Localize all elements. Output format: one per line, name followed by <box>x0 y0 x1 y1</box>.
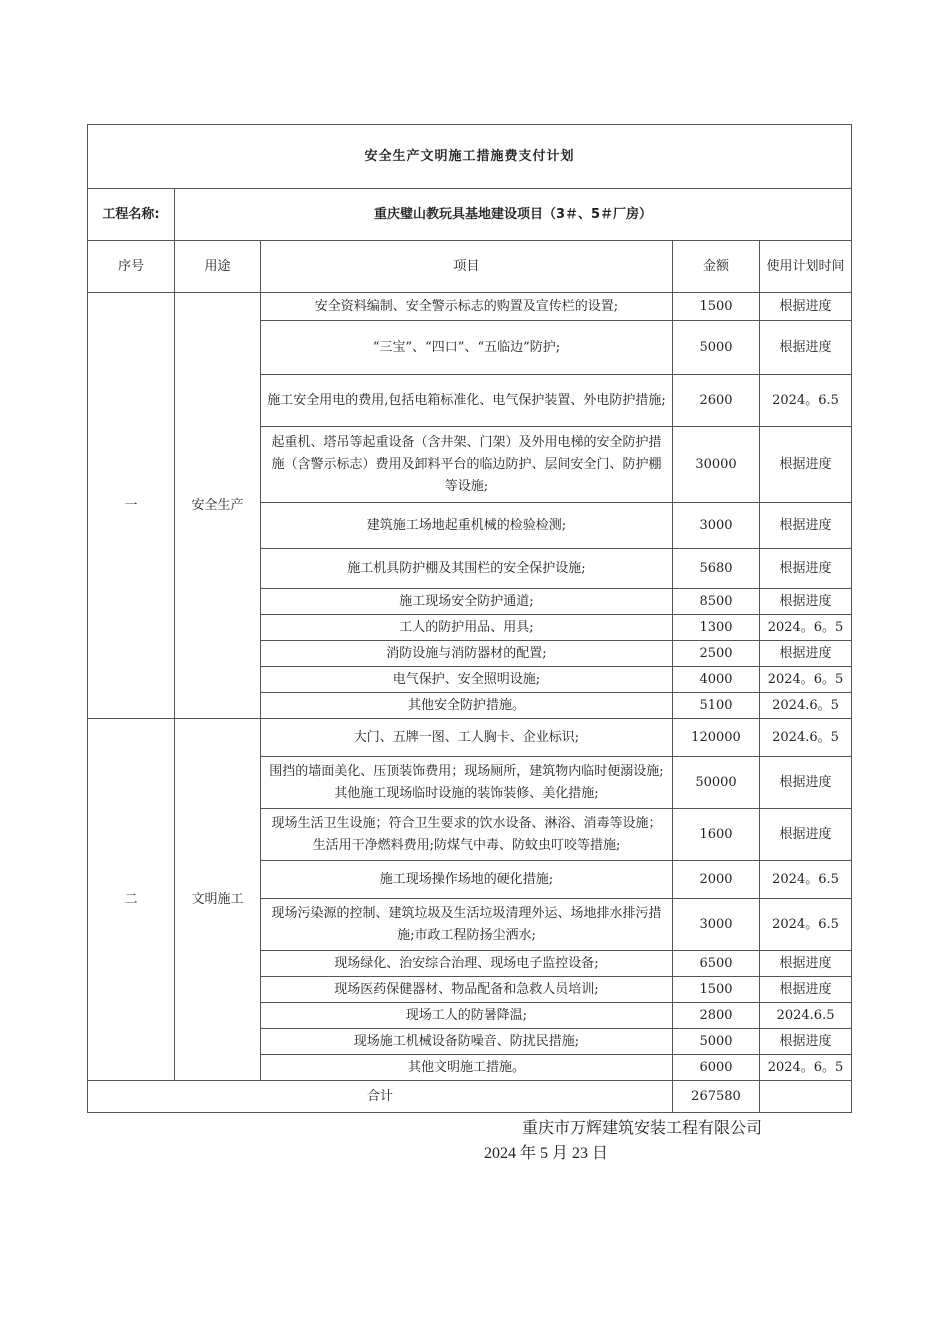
document-title: 安全生产文明施工措施费支付计划 <box>88 125 852 189</box>
item-time: 2024。6.5 <box>760 899 852 951</box>
item-description: 大门、五牌一图、工人胸卡、企业标识; <box>261 719 673 757</box>
item-amount: 1300 <box>673 615 760 641</box>
header-item: 项目 <box>261 241 673 293</box>
item-time: 2024。6。5 <box>760 615 852 641</box>
project-name-label: 工程名称: <box>88 189 175 241</box>
item-description: 现场医药保健器材、物品配备和急救人员培训; <box>261 977 673 1003</box>
item-time: 根据进度 <box>760 757 852 809</box>
total-time <box>760 1081 852 1113</box>
item-time: 2024。6.5 <box>760 861 852 899</box>
item-description: 其他安全防护措施。 <box>261 693 673 719</box>
item-description: 施工安全用电的费用,包括电箱标准化、电气保护装置、外电防护措施; <box>261 375 673 427</box>
item-description: 施工现场操作场地的硬化措施; <box>261 861 673 899</box>
item-description: 围挡的墙面美化、压顶装饰费用；现场厕所，建筑物内临时便溺设施;其他施工现场临时设施的装饰装修、美化措施; <box>261 757 673 809</box>
item-description: 消防设施与消防器材的配置; <box>261 641 673 667</box>
header-no: 序号 <box>88 241 175 293</box>
payment-plan-table <box>87 124 852 1113</box>
item-time: 根据进度 <box>760 589 852 615</box>
item-time: 根据进度 <box>760 321 852 375</box>
item-description: 起重机、塔吊等起重设备（含井架、门架）及外用电梯的安全防护措施（含警示标志）费用及卸料平台的临边防护、层间安全门、防护棚等设施; <box>261 427 673 503</box>
item-amount: 1600 <box>673 809 760 861</box>
item-time: 2024.6。5 <box>760 693 852 719</box>
item-description: 施工现场安全防护通道; <box>261 589 673 615</box>
item-description: 工人的防护用品、用具; <box>261 615 673 641</box>
item-time: 2024。6。5 <box>760 1055 852 1081</box>
total-row <box>88 1081 852 1113</box>
item-time: 根据进度 <box>760 951 852 977</box>
item-amount: 1500 <box>673 293 760 321</box>
item-time: 根据进度 <box>760 641 852 667</box>
item-description: 施工机具防护棚及其围栏的安全保护设施; <box>261 549 673 589</box>
item-description: “三宝”、“四口”、“五临边”防护; <box>261 321 673 375</box>
item-amount: 30000 <box>673 427 760 503</box>
item-time: 2024。6.5 <box>760 375 852 427</box>
total-label: 合计 <box>88 1081 673 1113</box>
item-description: 现场工人的防暑降温; <box>261 1003 673 1029</box>
section-number: 二 <box>88 719 175 1081</box>
item-time: 根据进度 <box>760 1029 852 1055</box>
header-row <box>88 241 852 293</box>
item-time: 根据进度 <box>760 977 852 1003</box>
section-use: 文明施工 <box>175 719 261 1081</box>
table-row <box>88 293 852 321</box>
item-amount: 4000 <box>673 667 760 693</box>
company-signature: 重庆市万辉建筑安装工程有限公司 <box>522 1120 763 1137</box>
item-time: 根据进度 <box>760 427 852 503</box>
item-time: 根据进度 <box>760 293 852 321</box>
item-amount: 2000 <box>673 861 760 899</box>
section-use: 安全生产 <box>175 293 261 719</box>
item-amount: 6500 <box>673 951 760 977</box>
item-amount: 5000 <box>673 1029 760 1055</box>
item-description: 其他文明施工措施。 <box>261 1055 673 1081</box>
item-description: 电气保护、安全照明设施; <box>261 667 673 693</box>
item-description: 现场绿化、治安综合治理、现场电子监控设备; <box>261 951 673 977</box>
item-time: 2024.6.5 <box>760 1003 852 1029</box>
item-description: 现场污染源的控制、建筑垃圾及生活垃圾清理外运、场地排水排污措施;市政工程防扬尘洒水; <box>261 899 673 951</box>
item-time: 根据进度 <box>760 809 852 861</box>
item-description: 建筑施工场地起重机械的检验检测; <box>261 503 673 549</box>
item-amount: 3000 <box>673 503 760 549</box>
total-amount: 267580 <box>673 1081 760 1113</box>
item-amount: 50000 <box>673 757 760 809</box>
item-amount: 8500 <box>673 589 760 615</box>
signature-date: 2024 年 5 月 23 日 <box>484 1145 609 1162</box>
item-amount: 3000 <box>673 899 760 951</box>
item-amount: 120000 <box>673 719 760 757</box>
item-time: 根据进度 <box>760 503 852 549</box>
item-amount: 2800 <box>673 1003 760 1029</box>
item-description: 安全资料编制、安全警示标志的购置及宣传栏的设置; <box>261 293 673 321</box>
item-amount: 2600 <box>673 375 760 427</box>
item-time: 根据进度 <box>760 549 852 589</box>
item-amount: 5680 <box>673 549 760 589</box>
item-description: 现场施工机械设备防噪音、防扰民措施; <box>261 1029 673 1055</box>
item-time: 2024。6。5 <box>760 667 852 693</box>
item-amount: 1500 <box>673 977 760 1003</box>
item-amount: 2500 <box>673 641 760 667</box>
project-name: 重庆璧山教玩具基地建设项目（3＃、5＃厂房） <box>175 189 852 241</box>
section-number: 一 <box>88 293 175 719</box>
item-amount: 5000 <box>673 321 760 375</box>
item-time: 2024.6。5 <box>760 719 852 757</box>
item-amount: 5100 <box>673 693 760 719</box>
table-row <box>88 719 852 757</box>
item-amount: 6000 <box>673 1055 760 1081</box>
header-time: 使用计划时间 <box>760 241 852 293</box>
header-use: 用途 <box>175 241 261 293</box>
header-amount: 金额 <box>673 241 760 293</box>
item-description: 现场生活卫生设施；符合卫生要求的饮水设备、淋浴、消毒等设施；生活用干净燃料费用;防煤气中毒、防蚊虫叮咬等措施; <box>261 809 673 861</box>
